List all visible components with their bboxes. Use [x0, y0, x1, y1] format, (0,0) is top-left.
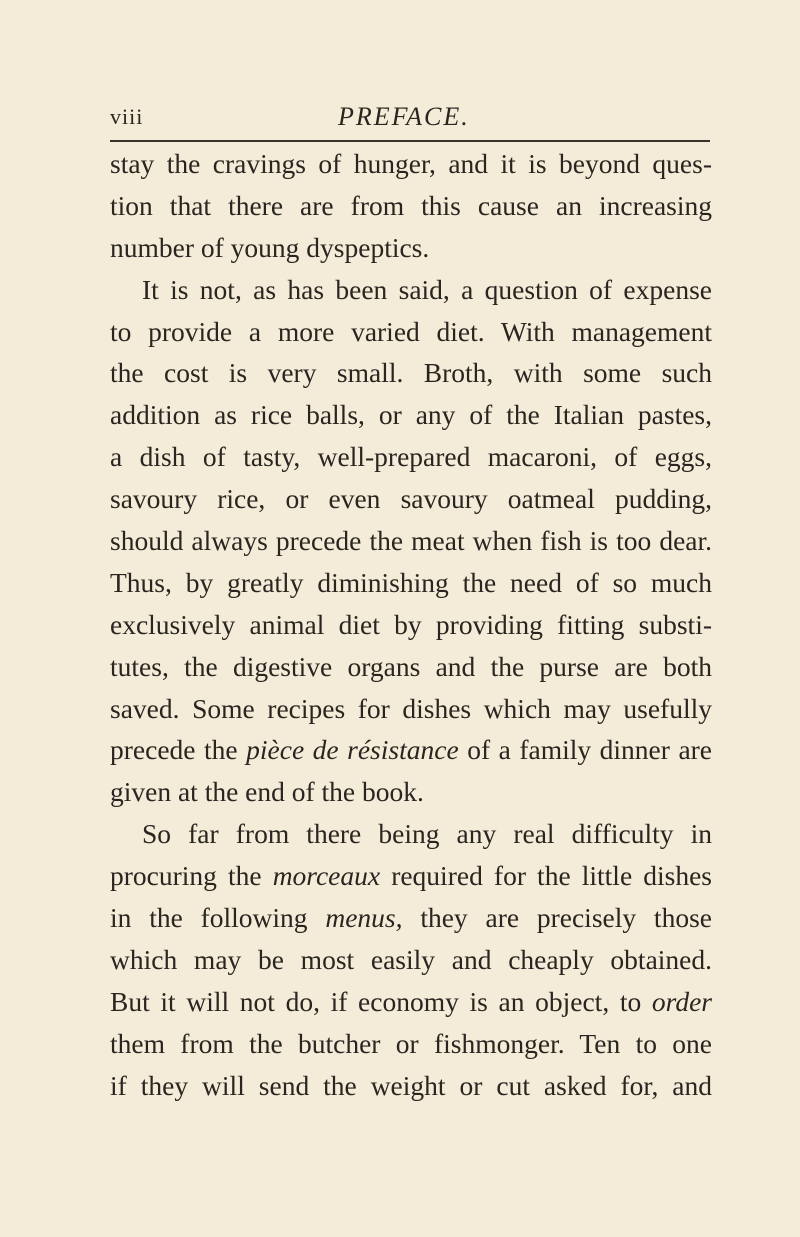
text-line [110, 311, 712, 353]
text-segment: savoury rice, or even savoury oatmeal pudding, [110, 483, 712, 515]
text-segment: of a family dinner are [458, 734, 713, 766]
text-line [110, 729, 712, 771]
text-line [110, 1065, 712, 1107]
italic-phrase: pièce de résistance [246, 734, 459, 766]
text-segment: should always precede the meat when fish is too dear. [110, 525, 712, 557]
text-segment: exclusively animal diet by providing fitting substi- [110, 608, 712, 640]
text-segment: the cost is very small. Broth, with some such [110, 357, 712, 389]
text-segment: tutes, the digestive organs and the purse are both [110, 650, 712, 682]
text-line [110, 478, 712, 520]
text-segment: addition as rice balls, or any of the Italian pastes, [110, 399, 712, 431]
text-line [110, 185, 712, 227]
italic-phrase: order [651, 985, 712, 1017]
text-segment: Thus, by greatly diminishing the need of so much [110, 566, 712, 598]
text-line [110, 1023, 712, 1065]
text-segment: they are precisely those [402, 902, 712, 934]
text-line [110, 143, 712, 185]
text-segment: required for the little dishes [380, 860, 712, 892]
text-line [110, 813, 712, 855]
running-head: PREFACE. [338, 102, 470, 131]
text-segment: number of young dyspeptics. [110, 231, 430, 263]
text-line [110, 394, 712, 436]
body-text [110, 143, 712, 1106]
text-line [110, 269, 712, 311]
text-segment: precede the [110, 734, 247, 766]
page-header [110, 100, 710, 140]
text-line [110, 562, 712, 604]
text-line [110, 855, 712, 897]
page-number: viii [110, 104, 144, 129]
text-segment: stay the cravings of hunger, and it is beyond ques- [110, 148, 712, 179]
text-segment: if they will send the weight or cut asked for, and [110, 1069, 712, 1101]
text-segment: to provide a more varied diet. With management [110, 315, 712, 347]
text-line [110, 352, 712, 394]
text-segment: It is not, as has been said, a question of expense [142, 273, 712, 305]
text-segment: them from the butcher or fishmonger. Ten to one [110, 1027, 712, 1059]
text-segment: tion that there are from this cause an increasing [110, 189, 712, 221]
text-line [110, 897, 712, 939]
text-line [110, 646, 712, 688]
text-segment: a dish of tasty, well-prepared macaroni, of eggs, [110, 441, 712, 473]
text-line [110, 939, 712, 981]
text-line [110, 604, 712, 646]
text-line [110, 688, 712, 730]
text-segment: saved. Some recipes for dishes which may usefully [110, 692, 712, 724]
italic-phrase: morceaux [272, 860, 381, 892]
text-line [110, 981, 712, 1023]
text-segment: procuring the [110, 860, 273, 892]
text-segment: which may be most easily and cheaply obtained. [110, 943, 712, 975]
text-line [110, 227, 712, 269]
header-rule [110, 140, 710, 142]
text-segment: given at the end of the book. [110, 776, 424, 808]
text-segment: But it will not do, if economy is an object, to [110, 985, 652, 1017]
italic-phrase: menus, [325, 902, 403, 934]
text-line [110, 771, 712, 813]
text-line [110, 436, 712, 478]
text-segment: So far from there being any real difficulty in [142, 818, 712, 850]
text-segment: in the following [110, 902, 326, 934]
text-line [110, 520, 712, 562]
